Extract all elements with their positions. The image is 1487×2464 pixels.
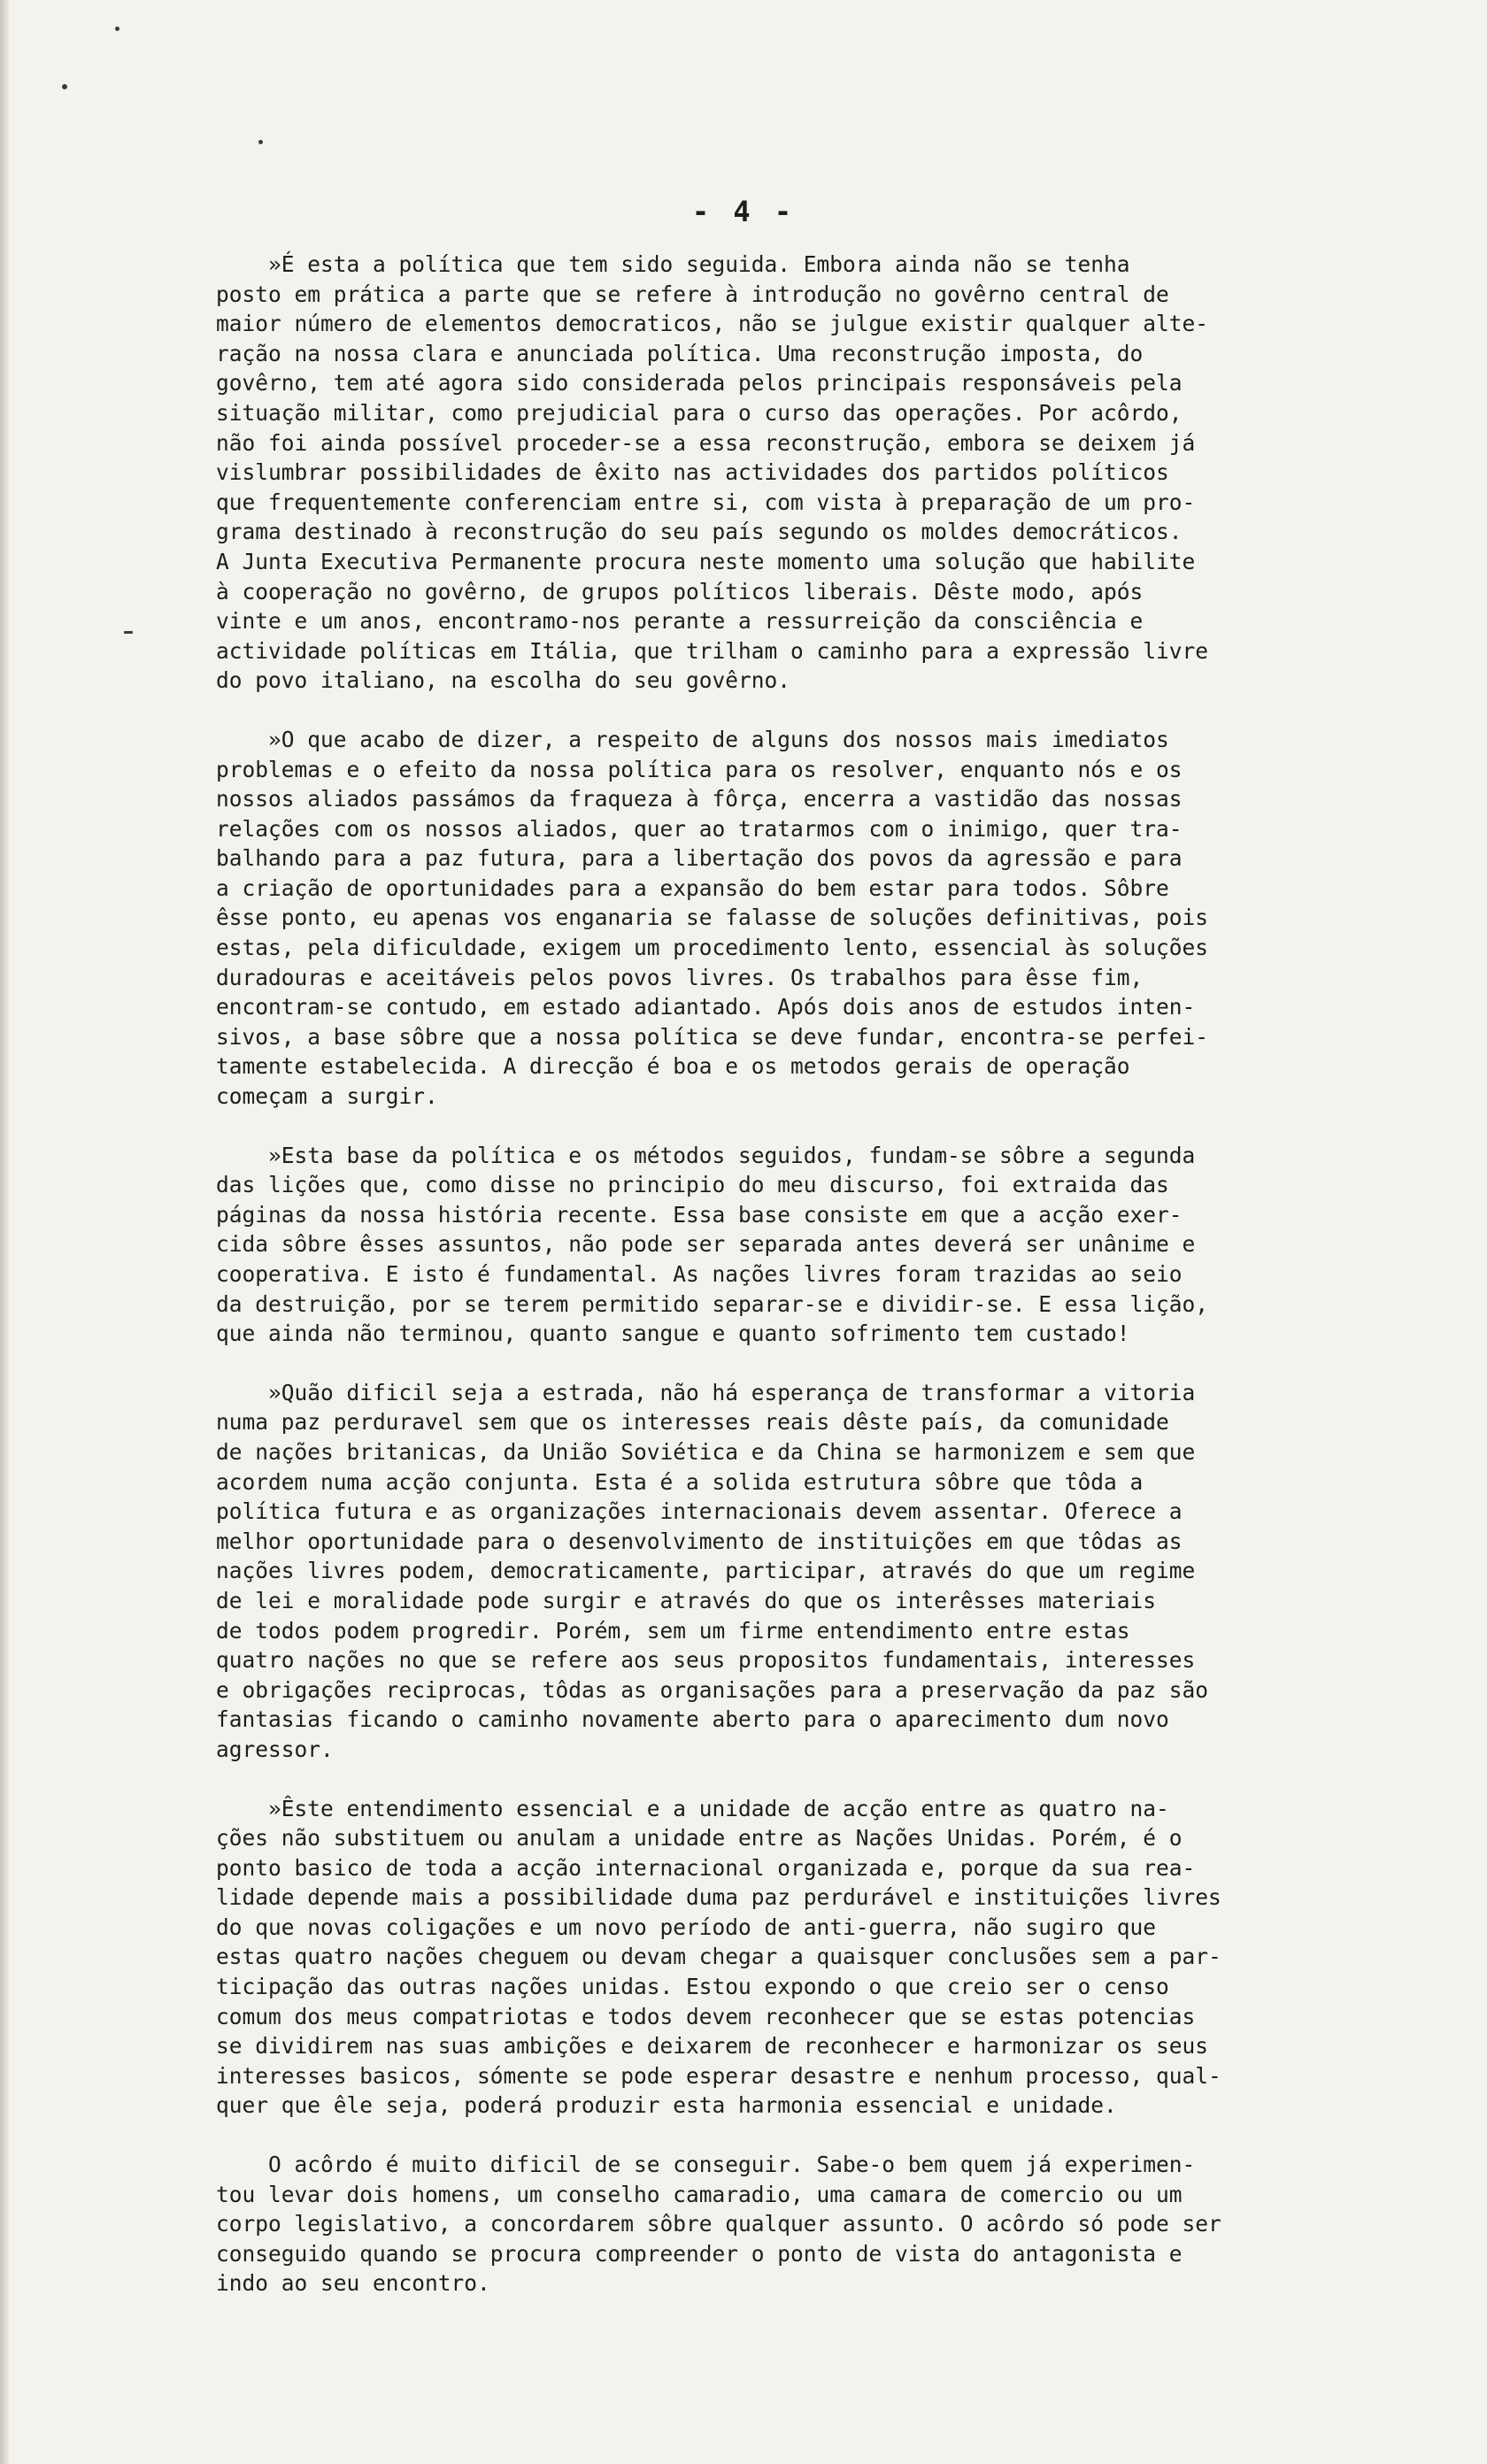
text-line: melhor oportunidade para o desenvolvimento de instituições em que tôdas as	[216, 1528, 1183, 1554]
text-line: posto em prática a parte que se refere à introdução no govêrno central de	[216, 281, 1169, 307]
text-line: ponto basico de toda a acção internacional organizada e, porque da sua rea-	[216, 1854, 1196, 1881]
text-line: lidade depende mais a possibilidade duma paz perdurável e instituições livres	[216, 1884, 1221, 1911]
scan-speck	[258, 140, 263, 144]
text-line: sivos, a base sôbre que a nossa política se deve fundar, encontra-se perfei-	[216, 1023, 1209, 1050]
text-line: acordem numa acção conjunta. Esta é a solida estrutura sôbre que tôda a	[216, 1468, 1144, 1495]
text-line: estas quatro nações cheguem ou devam chegar a quaisquer conclusões sem a par-	[216, 1944, 1221, 1970]
text-line: problemas e o efeito da nossa política para os resolver, enquanto nós e os	[216, 756, 1183, 782]
text-line: numa paz perduravel sem que os interesses reais dêste país, da comunidade	[216, 1409, 1169, 1436]
text-line: »Esta base da política e os métodos seguidos, fundam-se sôbre a segunda	[216, 1142, 1196, 1168]
text-line: da destruição, por se terem permitido separar-se e dividir-se. E essa lição,	[216, 1290, 1209, 1317]
text-line: A Junta Executiva Permanente procura neste momento uma solução que habilite	[216, 548, 1196, 574]
text-line: tamente estabelecida. A direcção é boa e os metodos gerais de operação	[216, 1053, 1130, 1080]
text-line: »Quão dificil seja a estrada, não há esperança de transformar a vitoria	[216, 1379, 1196, 1405]
text-line: quer que êle seja, poderá produzir esta harmonia essencial e unidade.	[216, 2092, 1117, 2119]
text-line: do povo italiano, na escolha do seu govêrno.	[216, 667, 791, 694]
paragraph-4	[216, 1378, 1367, 1765]
text-line: quatro nações no que se refere aos seus propositos fundamentais, interesses	[216, 1647, 1196, 1674]
text-line: êsse ponto, eu apenas vos enganaria se falasse de soluções definitivas, pois	[216, 905, 1209, 931]
text-line: situação militar, como prejudicial para o curso das operações. Por acôrdo,	[216, 399, 1183, 426]
text-line: começam a surgir.	[216, 1083, 438, 1110]
text-line: »Êste entendimento essencial e a unidade de acção entre as quatro na-	[216, 1795, 1169, 1821]
text-line: maior número de elementos democraticos, não se julgue existir qualquer alte-	[216, 311, 1209, 337]
paragraph-2	[216, 725, 1367, 1112]
text-line: actividade políticas em Itália, que trilham o caminho para a expressão livre	[216, 637, 1209, 664]
text-line: indo ao seu encontro.	[216, 2270, 490, 2297]
scan-speck	[115, 27, 119, 31]
text-line: vislumbrar possibilidades de êxito nas actividades dos partidos políticos	[216, 459, 1169, 486]
text-line: agressor.	[216, 1736, 334, 1762]
page-number: - 4 -	[691, 195, 796, 228]
text-line: que frequentemente conferenciam entre si, com vista à preparação de um pro-	[216, 489, 1196, 515]
text-line: de nações britanicas, da União Soviética e da China se harmonizem e sem que	[216, 1438, 1196, 1465]
text-line: comum dos meus compatriotas e todos devem reconhecer que se estas potencias	[216, 2003, 1196, 2029]
text-line: do que novas coligações e um novo período de anti-guerra, não sugiro que	[216, 1913, 1157, 1940]
text-line: nossos aliados passámos da fraqueza à fôrça, encerra a vastidão das nossas	[216, 786, 1183, 812]
text-line: corpo legislativo, a concordarem sôbre qualquer assunto. O acôrdo só pode ser	[216, 2211, 1221, 2237]
text-line: não foi ainda possível proceder-se a essa reconstrução, embora se deixem já	[216, 429, 1196, 456]
text-line: se dividirem nas suas ambições e deixarem de reconhecer e harmonizar os seus	[216, 2033, 1209, 2060]
scan-speck	[124, 631, 133, 634]
text-line: estas, pela dificuldade, exigem um procedimento lento, essencial às soluções	[216, 935, 1209, 961]
text-line: interesses basicos, sómente se pode esperar desastre e nenhum processo, qual-	[216, 2062, 1221, 2089]
text-line: »O que acabo de dizer, a respeito de alguns dos nossos mais imediatos	[216, 726, 1169, 752]
text-line: nações livres podem, democraticamente, participar, através do que um regime	[216, 1558, 1196, 1584]
text-line: política futura e as organizações internacionais devem assentar. Oferece a	[216, 1498, 1183, 1525]
text-line: cida sôbre êsses assuntos, não pode ser separada antes deverá ser unânime e	[216, 1231, 1196, 1258]
text-line: e obrigações reciprocas, tôdas as organisações para a preservação da paz são	[216, 1676, 1209, 1703]
text-line: fantasias ficando o caminho novamente aberto para o aparecimento dum novo	[216, 1706, 1169, 1733]
text-line: a criação de oportunidades para a expansão do bem estar para todos. Sôbre	[216, 874, 1169, 901]
text-line: »É esta a política que tem sido seguida. Embora ainda não se tenha	[216, 251, 1130, 277]
text-line: grama destinado à reconstrução do seu país segundo os moldes democráticos.	[216, 519, 1183, 545]
scan-speck	[62, 84, 67, 89]
paragraph-5	[216, 1794, 1367, 2121]
text-line: govêrno, tem até agora sido considerada pelos principais responsáveis pela	[216, 370, 1183, 397]
scan-edge	[0, 0, 9, 2464]
paragraph-1	[216, 250, 1367, 696]
paragraph-6	[216, 2150, 1367, 2298]
text-line: das lições que, como disse no principio do meu discurso, foi extraida das	[216, 1172, 1169, 1198]
text-line: de todos podem progredir. Porém, sem um firme entendimento entre estas	[216, 1617, 1130, 1644]
text-line: O acôrdo é muito dificil de se conseguir. Sabe-o bem quem já experimen-	[216, 2152, 1196, 2178]
paragraph-3	[216, 1141, 1367, 1349]
text-line: de lei e moralidade pode surgir e através do que os interêsses materiais	[216, 1587, 1157, 1613]
text-line: páginas da nossa história recente. Essa base consiste em que a acção exer-	[216, 1201, 1183, 1228]
text-line: conseguido quando se procura compreender o ponto de vista do antagonista e	[216, 2240, 1183, 2267]
text-line: ções não substituem ou anulam a unidade entre as Nações Unidas. Porém, é o	[216, 1825, 1183, 1852]
text-line: duradouras e aceitáveis pelos povos livres. Os trabalhos para êsse fim,	[216, 964, 1144, 990]
text-line: relações com os nossos aliados, quer ao tratarmos com o inimigo, quer tra-	[216, 815, 1183, 842]
text-line: ticipação das outras nações unidas. Estou expondo o que creio ser o censo	[216, 1974, 1169, 2000]
text-line: que ainda não terminou, quanto sangue e quanto sofrimento tem custado!	[216, 1321, 1130, 1347]
text-line: vinte e um anos, encontramo-nos perante a ressurreição da consciência e	[216, 608, 1144, 635]
text-line: cooperativa. E isto é fundamental. As nações livres foram trazidas ao seio	[216, 1261, 1183, 1287]
text-line: encontram-se contudo, em estado adiantado. Após dois anos de estudos inten-	[216, 994, 1196, 1020]
text-line: à cooperação no govêrno, de grupos políticos liberais. Dêste modo, após	[216, 578, 1144, 604]
text-line: tou levar dois homens, um conselho camaradio, uma camara de comercio ou um	[216, 2181, 1183, 2207]
text-line: balhando para a paz futura, para a libertação dos povos da agressão e para	[216, 845, 1183, 872]
letter-body	[216, 250, 1367, 2328]
text-line: ração na nossa clara e anunciada política. Uma reconstrução imposta, do	[216, 340, 1144, 366]
